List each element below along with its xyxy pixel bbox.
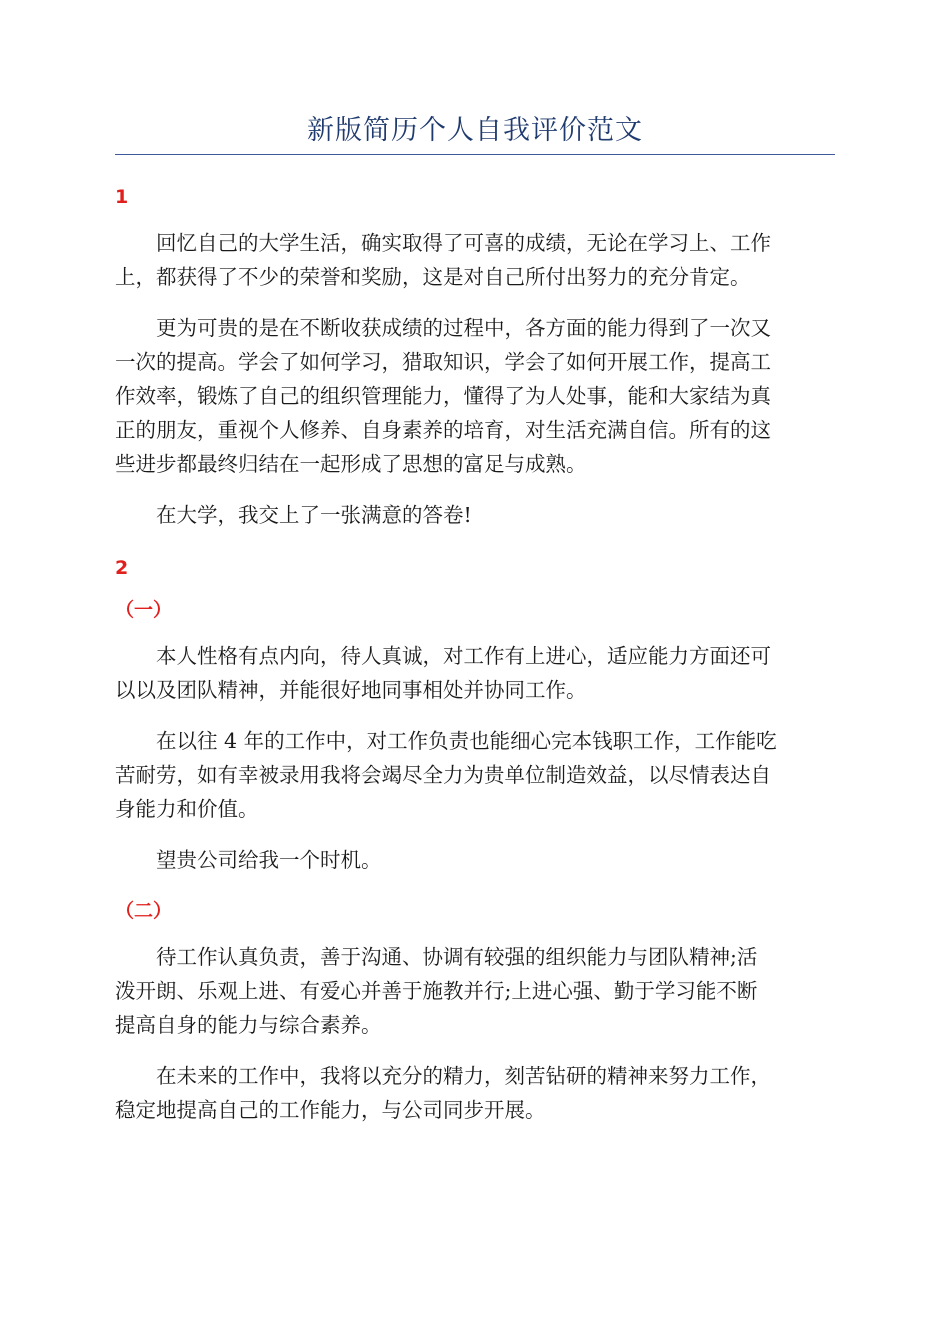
text-line: 泼开朗、乐观上进、有爱心并善于施教并行;上进心强、勤于学习能不断 <box>115 979 758 1003</box>
text-line: 本人性格有点内向，待人真诚，对工作有上进心，适应能力方面还可 <box>156 644 771 668</box>
text-line: 回忆自己的大学生活，确实取得了可喜的成绩，无论在学习上、工作 <box>156 231 771 255</box>
text-line: 一次的提高。学会了如何学习，猎取知识，学会了如何开展工作，提高工 <box>115 350 771 374</box>
text-line: 提高自身的能力与综合素养。 <box>115 1013 382 1037</box>
text-line: 身能力和价值。 <box>115 797 259 821</box>
section-1-paragraph-1 <box>115 226 835 294</box>
text-line: 苦耐劳，如有幸被录用我将会竭尽全力为贵单位制造效益，以尽情表达自 <box>115 763 771 787</box>
subsection-1-paragraph-2 <box>115 724 835 826</box>
text-line: 在大学，我交上了一张满意的答卷! <box>156 503 472 527</box>
text-line: 些进步都最终归结在一起形成了思想的富足与成熟。 <box>115 452 587 476</box>
text-line: 更为可贵的是在不断收获成绩的过程中，各方面的能力得到了一次又 <box>156 316 771 340</box>
subsection-1-heading: （一） <box>115 599 173 621</box>
text-line: 以以及团队精神，并能很好地同事相处并协同工作。 <box>115 678 587 702</box>
section-1-paragraph-3 <box>115 498 835 532</box>
text-line: 在以往 4 年的工作中，对工作负责也能细心完本钱职工作，工作能吃 <box>156 729 777 753</box>
text-line: 上，都获得了不少的荣誉和奖励，这是对自己所付出努力的充分肯定。 <box>115 265 751 289</box>
text-line: 待工作认真负责，善于沟通、协调有较强的组织能力与团队精神;活 <box>156 945 758 969</box>
text-line: 望贵公司给我一个时机。 <box>156 848 382 872</box>
section-1-paragraph-2 <box>115 311 835 481</box>
document-title: 新版简历个人自我评价范文 <box>307 115 643 146</box>
text-line: 作效率，锻炼了自己的组织管理能力，懂得了为人处事，能和大家结为真 <box>115 384 771 408</box>
subsection-2-paragraph-1 <box>115 940 835 1042</box>
section-2-heading: 2 <box>115 557 129 579</box>
subsection-2-paragraph-2 <box>115 1059 835 1127</box>
subsection-1-paragraph-1 <box>115 639 835 707</box>
text-line: 稳定地提高自己的工作能力，与公司同步开展。 <box>115 1098 546 1122</box>
text-line: 正的朋友，重视个人修养、自身素养的培育，对生活充满自信。所有的这 <box>115 418 771 442</box>
document-page <box>115 108 835 1127</box>
text-line: 在未来的工作中，我将以充分的精力，刻苦钻研的精神来努力工作， <box>156 1064 771 1088</box>
section-1-heading: 1 <box>115 186 129 208</box>
subsection-1-paragraph-3 <box>115 843 835 877</box>
title-underline <box>115 154 835 155</box>
subsection-2-heading: （二） <box>115 900 173 922</box>
